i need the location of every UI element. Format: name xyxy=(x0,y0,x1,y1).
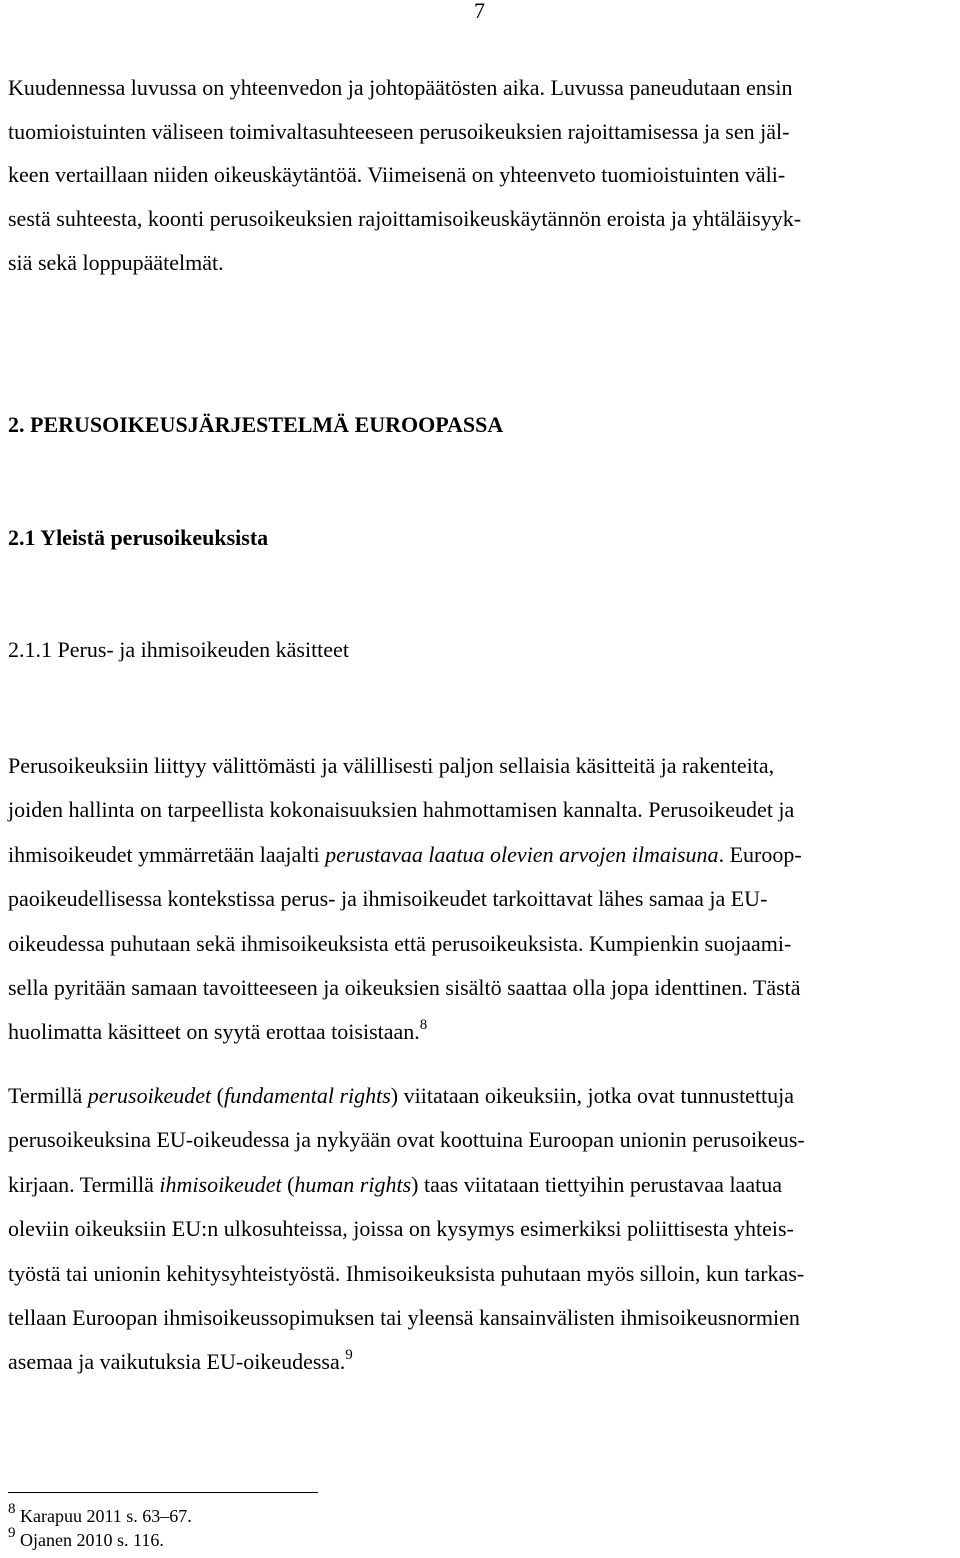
paragraph-line xyxy=(8,1163,958,1207)
paragraph-line xyxy=(8,1340,958,1384)
footnote xyxy=(8,1525,164,1551)
page-number: 7 xyxy=(474,0,485,23)
footnote-divider xyxy=(8,1492,318,1493)
text-run: Termillä xyxy=(8,1083,88,1108)
footnote-ref[interactable]: 9 xyxy=(345,1347,353,1364)
paragraph-line: joiden hallinta on tarpeellista kokonaisuuksien hahmottamisen kannalta. Perusoikeudet ja xyxy=(8,797,795,823)
intro-line: tuomioistuinten väliseen toimivaltasuhteeseen perusoikeuksien rajoittamisessa ja sen jäl- xyxy=(8,118,790,144)
paragraph-line: Perusoikeuksiin liittyy välittömästi ja välillisesti paljon sellaisia käsitteitä ja rakenteita, xyxy=(8,753,775,778)
text-run: asemaa ja vaikutuksia EU-oikeudessa. xyxy=(8,1349,346,1375)
paragraph-line: paoikeudellisessa kontekstissa perus- ja ihmisoikeudet tarkoittavat lähes samaa ja EU- xyxy=(8,886,768,912)
paragraph-line xyxy=(8,1010,958,1054)
text-run: huolimatta käsitteet on syytä erottaa toisistaan. xyxy=(8,1019,420,1045)
paragraph-line xyxy=(8,833,958,877)
footnote-text: Karapuu 2011 s. 63–67. xyxy=(15,1506,192,1526)
body-paragraph-2 xyxy=(8,1074,958,1385)
intro-line: sestä suhteesta, koonti perusoikeuksien rajoittamisoikeuskäytännön eroista ja yhtäläisyyk- xyxy=(8,206,802,232)
emphasis-text: human rights xyxy=(294,1171,412,1197)
intro-line: Kuudennessa luvussa on yhteenvedon ja johtopäätösten aika. Luvussa paneudutaan ensin xyxy=(8,75,793,100)
paragraph-line: oleviin oikeuksiin EU:n ulkosuhteissa, joissa on kysymys esimerkiksi poliittisesta yhteis- xyxy=(8,1216,794,1242)
paragraph-line: perusoikeuksina EU-oikeudessa ja nykyään ovat koottuina Euroopan unionin perusoikeus- xyxy=(8,1127,805,1153)
emphasis-text: perustavaa laatua olevien arvojen ilmaisuna xyxy=(325,841,719,867)
emphasis-text: ihmisoikeudet xyxy=(159,1171,282,1197)
footnote-number: 9 xyxy=(8,1525,16,1541)
paragraph-line: sella pyritään samaan tavoitteeseen ja oikeuksien sisältö saattaa olla jopa identtinen. Tästä xyxy=(8,975,801,1001)
paragraph-line: työstä tai unionin kehitysyhteistyöstä. Ihmisoikeuksista puhutaan myös silloin, kun tarkas- xyxy=(8,1260,805,1286)
text-run: ) taas viitataan tiettyihin perustavaa laatua xyxy=(411,1171,782,1197)
subsection-heading: 2.1.1 Perus- ja ihmisoikeuden käsitteet xyxy=(8,637,349,662)
intro-line: siä sekä loppupäätelmät. xyxy=(8,249,224,275)
text-run: . Euroop- xyxy=(718,841,802,867)
footnote-text: Ojanen 2010 s. 116. xyxy=(15,1530,164,1550)
paragraph-line: tellaan Euroopan ihmisoikeussopimuksen tai yleensä kansainvälisten ihmisoikeusnormien xyxy=(8,1305,800,1331)
body-paragraph-1 xyxy=(8,744,958,1055)
footnote-number: 8 xyxy=(8,1501,16,1517)
paragraph-line: oikeudessa puhutaan sekä ihmisoikeuksista että perusoikeuksista. Kumpienkin suojaami- xyxy=(8,930,792,956)
chapter-heading: 2. PERUSOIKEUSJÄRJESTELMÄ EUROOPASSA xyxy=(8,412,504,437)
intro-paragraph xyxy=(8,66,958,285)
text-run: kirjaan. Termillä xyxy=(8,1171,160,1197)
emphasis-text: perusoikeudet xyxy=(87,1083,212,1108)
text-run: ) viitataan oikeuksiin, jotka ovat tunnustettuja xyxy=(390,1083,795,1108)
text-run: ( xyxy=(211,1083,224,1108)
text-run: ( xyxy=(281,1171,295,1197)
intro-line: keen vertaillaan niiden oikeuskäytäntöä. Viimeisenä on yhteenveto tuomioistuinten väli- xyxy=(8,162,786,188)
footnote-ref[interactable]: 8 xyxy=(419,1017,428,1034)
footnote xyxy=(8,1501,192,1527)
text-run: ihmisoikeudet ymmärretään laajalti xyxy=(8,841,326,867)
emphasis-text: fundamental rights xyxy=(223,1083,391,1108)
paragraph-line xyxy=(8,1074,958,1118)
section-heading: 2.1 Yleistä perusoikeuksista xyxy=(8,525,269,550)
